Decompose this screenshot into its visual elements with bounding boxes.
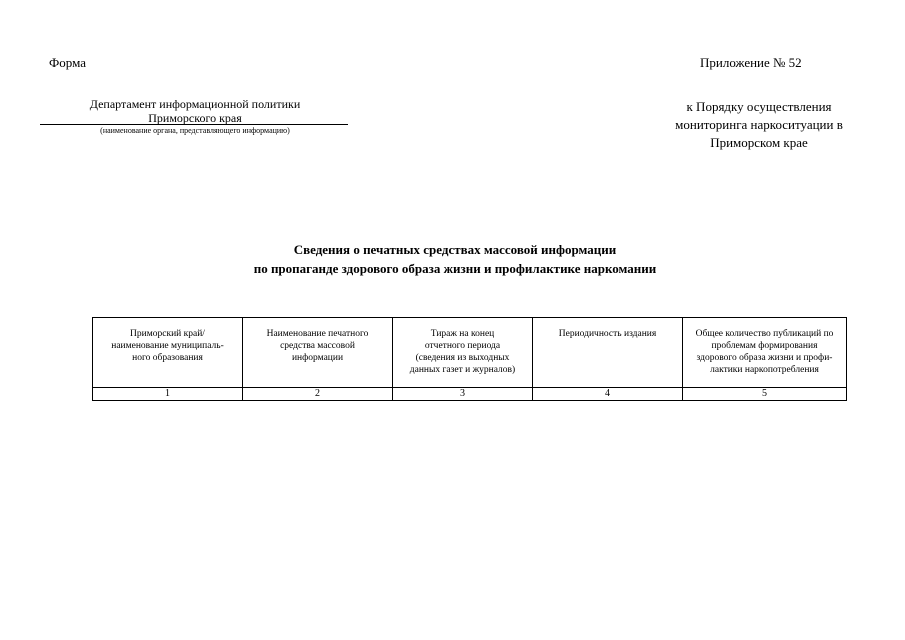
column-header-circulation (393, 318, 533, 388)
procedure-reference-line3: Приморском крае (710, 135, 808, 150)
mass-media-table (92, 317, 847, 401)
column-number: 3 (393, 388, 533, 401)
procedure-reference (650, 98, 868, 152)
header-line: Тираж на конец (430, 329, 495, 339)
form-label: Форма (49, 55, 86, 70)
column-header-publication-count (683, 318, 847, 388)
header-line: проблемам формирования (711, 341, 818, 351)
organ-caption: (наименование органа, представляющего информацию) (100, 126, 290, 135)
header-line: (сведения из выходных (415, 353, 510, 363)
column-number: 5 (683, 388, 847, 401)
procedure-reference-line2: мониторинга наркоситуации в (675, 117, 843, 132)
table-header-row (93, 318, 847, 388)
document-title-line1: Сведения о печатных средствах массовой информации (293, 242, 617, 257)
header-line: средства массовой (280, 341, 355, 351)
document-title-line2: по пропаганде здорового образа жизни и профилактике наркомании (253, 261, 657, 276)
department-underline (40, 124, 348, 125)
department-name-line1: Департамент информационной политики (89, 97, 301, 111)
header-line: данных газет и журналов) (409, 365, 516, 375)
column-number-row (93, 388, 847, 401)
header-line: Наименование печатного (266, 329, 369, 339)
header-line: отчетного периода (424, 341, 501, 351)
column-number: 1 (93, 388, 243, 401)
department-name (40, 97, 350, 125)
column-header-media-name (243, 318, 393, 388)
column-number: 4 (533, 388, 683, 401)
procedure-reference-line1: к Порядку осуществления (686, 99, 832, 114)
column-header-periodicity (533, 318, 683, 388)
column-header-municipality (93, 318, 243, 388)
column-number: 2 (243, 388, 393, 401)
header-line: Общее количество публикаций по (695, 329, 834, 339)
header-line: Периодичность издания (558, 329, 657, 339)
header-line: информации (291, 353, 344, 363)
header-line: здорового образа жизни и профи- (696, 353, 833, 363)
header-line: наименование муниципаль- (111, 341, 224, 351)
department-name-line2: Приморского края (148, 111, 242, 125)
header-line: ного образования (132, 353, 203, 363)
appendix-number: Приложение № 52 (700, 55, 802, 70)
header-line: Приморский край/ (130, 329, 205, 339)
document-title (150, 240, 760, 278)
header-line: лактики наркопотребления (710, 365, 819, 375)
